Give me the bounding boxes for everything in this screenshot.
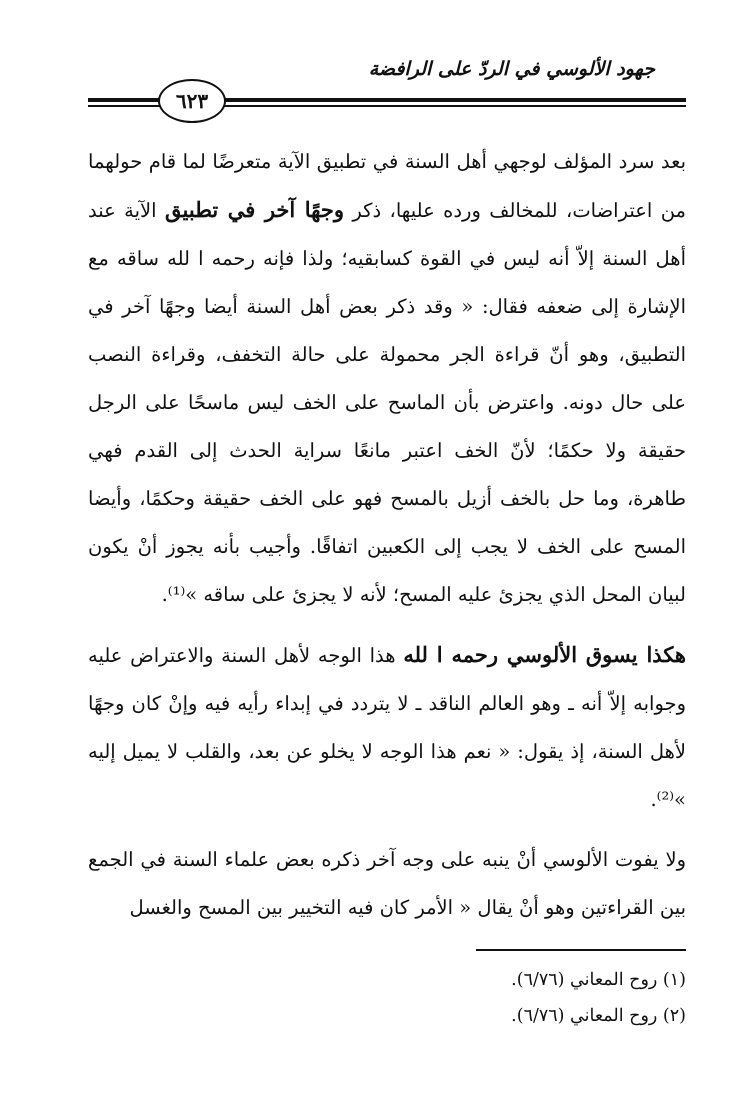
footnote: (١) روح المعاني (٦/٧٦).: [511, 970, 686, 990]
paragraph: [88, 631, 686, 824]
footnote: (٢) روح المعاني (٦/٧٦).: [511, 1006, 686, 1026]
footnote-separator: [476, 949, 686, 951]
page-number-badge: [158, 79, 226, 123]
paragraph: [88, 138, 686, 619]
paragraph: [88, 836, 686, 932]
bold-phrase: وجهًا آخر في تطبيق: [165, 197, 344, 222]
running-header-title: جهود الألوسي في الردّ على الرافضة: [368, 58, 655, 80]
footnotes: [286, 962, 686, 1034]
body-text: [88, 138, 686, 944]
text-run: هذا الوجه لأهل السنة والاعتراض عليه وجوابه إلاّ أنه ـ وهو العالم الناقد ـ لا يتردد في إبداء رأيه فيه وإنْ كان وجهًا لأهل السنة، إذ يقول: « نعم هذا الوجه لا يخلو عن بعد، والقلب لا يميل إليه »⁽²⁾.: [88, 644, 686, 811]
text-run: بعد سرد المؤلف لوجهي أهل السنة في تطبيق الآية متعرضًا لما قام حولهما من اعتراضات، للمخالف ورده عليها، ذكر: [88, 150, 686, 222]
page-number: ٦٢٣: [175, 89, 209, 113]
text-run: ولا يفوت الألوسي أنْ ينبه على وجه آخر ذكره بعض علماء السنة في الجمع بين القراءتين وهو أنْ يقال « الأمر كان فيه التخيير بين المسح والغسل: [88, 848, 686, 919]
text-run: الآية عند أهل السنة إلاّ أنه ليس في القوة كسابقيه؛ ولذا فإنه رحمه ا لله ساقه مع الإشارة إلى ضعفه فقال: « وقد ذكر بعض أهل السنة أيضا وجهًا آخر في التطبيق، وهو أنّ قراءة الجر محمولة على حالة التخفف، وقراءة النصب على حال دونه. واعترض بأن الماسح على الخف ليس ماسحًا على الرجل حقيقة ولا حكمًا؛ لأنّ الخف اعتبر مانعًا سراية الحدث إلى القدم فهي طاهرة، وما حل بالخف أزيل بالمسح فهو على الخف حقيقة وحكمًا، وأيضا المسح على الخف لا يجب إلى الكعبين اتفاقًا. وأجيب بأنه يجوز أنْ يكون لبيان المحل الذي يجزئ عليه المسح؛ لأنه لا يجزئ على ساقه »⁽¹⁾.: [88, 199, 686, 606]
bold-phrase: هكذا يسوق الألوسي رحمه ا لله: [403, 642, 686, 667]
